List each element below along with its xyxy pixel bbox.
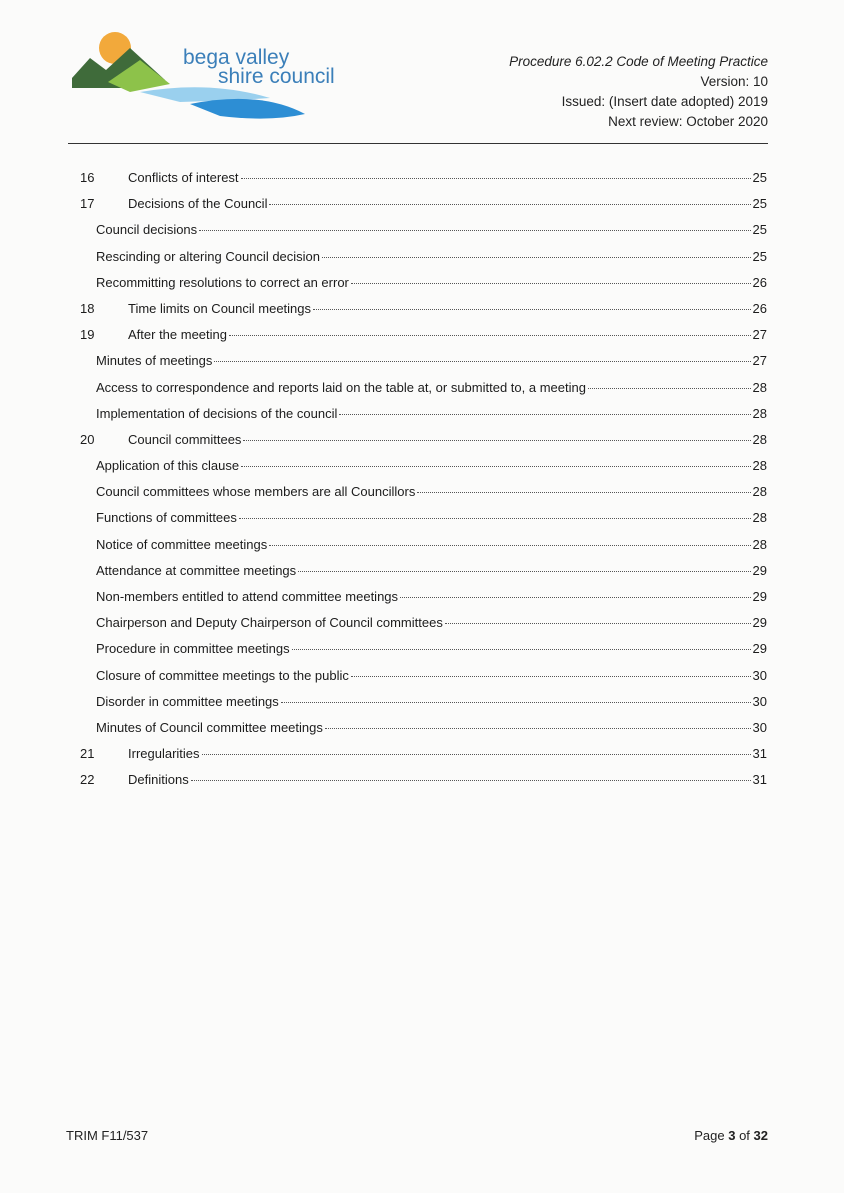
toc-dot-leader [239, 517, 751, 519]
toc-entry[interactable] [80, 636, 767, 662]
toc-entry-page: 28 [752, 510, 767, 526]
toc-entry-title: Minutes of meetings [96, 353, 213, 369]
toc-entry-number: 21 [80, 746, 95, 762]
toc-entry-page: 28 [752, 431, 767, 447]
toc-entry-page: 28 [752, 484, 767, 500]
toc-dot-leader [241, 465, 750, 467]
toc-entry-page: 29 [752, 589, 767, 604]
toc-entry-number: 19 [80, 327, 95, 343]
header-divider [68, 143, 768, 144]
toc-entry[interactable] [80, 610, 767, 636]
toc-entry-page: 29 [752, 615, 767, 631]
toc-entry-page: 30 [752, 693, 767, 709]
toc-entry-title: Rescinding or altering Council decision [96, 248, 321, 264]
toc-entry-title: Access to correspondence and reports laid on the table at, or submitted to, a meeting [96, 379, 586, 395]
toc-entry-page: 30 [752, 719, 767, 735]
toc-dot-leader [313, 308, 751, 310]
toc-entry-page: 26 [752, 274, 767, 290]
toc-entry-title: Definitions [128, 772, 189, 788]
logo-line2: shire council [218, 65, 335, 88]
toc-dot-leader [445, 622, 751, 624]
toc-entry[interactable] [80, 767, 767, 793]
toc-entry-title: Closure of committee meetings to the public [96, 667, 349, 683]
toc-entry-title: Non-members entitled to attend committee meetings [96, 589, 399, 604]
toc-entry-title: Disorder in committee meetings [96, 693, 279, 709]
toc-entry-number: 22 [80, 772, 95, 788]
toc-dot-leader [229, 334, 751, 336]
toc-entry-page: 25 [752, 170, 767, 185]
toc-entry-title: Time limits on Council meetings [128, 300, 312, 316]
toc-entry-title: Recommitting resolutions to correct an error [96, 274, 349, 290]
toc-entry-page: 31 [752, 772, 767, 788]
toc-dot-leader [351, 675, 751, 677]
toc-dot-leader [292, 648, 751, 650]
toc-entry-number: 17 [80, 196, 95, 212]
toc-dot-leader [269, 203, 750, 205]
toc-entry-page: 27 [752, 327, 767, 343]
toc-entry-title: Application of this clause [96, 458, 240, 474]
toc-dot-leader [351, 282, 751, 284]
logo-line1: bega valley [183, 46, 290, 69]
document-version: Version: 10 [700, 74, 768, 89]
toc-entry-title: Chairperson and Deputy Chairperson of Council committees [96, 615, 443, 631]
toc-entry-page: 28 [752, 536, 767, 552]
toc-entry-title: Decisions of the Council [128, 196, 268, 212]
toc-entry[interactable] [80, 270, 767, 296]
toc-entry-title: Council committees whose members are all Councillors [96, 484, 416, 500]
toc-entry[interactable] [80, 244, 767, 270]
table-of-contents [80, 165, 767, 794]
toc-entry-title: Irregularities [128, 746, 200, 762]
council-logo [70, 30, 360, 125]
toc-entry-page: 27 [752, 353, 767, 369]
toc-entry[interactable] [80, 165, 767, 191]
toc-entry[interactable] [80, 663, 767, 689]
toc-entry[interactable] [80, 375, 767, 401]
toc-entry[interactable] [80, 191, 767, 217]
toc-dot-leader [214, 360, 750, 362]
trim-reference: TRIM F11/537 [66, 1128, 149, 1143]
toc-dot-leader [298, 570, 750, 572]
toc-entry-title: Council decisions [96, 222, 198, 238]
toc-entry-title: Notice of committee meetings [96, 536, 268, 552]
toc-entry-title: Implementation of decisions of the council [96, 405, 338, 421]
toc-entry-page: 28 [752, 405, 767, 421]
toc-dot-leader [339, 413, 750, 415]
document-review: Next review: October 2020 [608, 114, 768, 129]
toc-dot-leader [281, 701, 751, 703]
toc-entry-page: 28 [752, 458, 767, 474]
toc-entry[interactable] [80, 689, 767, 715]
toc-dot-leader [400, 596, 751, 598]
toc-dot-leader [241, 177, 751, 179]
toc-entry[interactable] [80, 584, 767, 610]
toc-dot-leader [269, 544, 750, 546]
document-issued: Issued: (Insert date adopted) 2019 [561, 94, 768, 109]
toc-entry-title: Attendance at committee meetings [96, 562, 297, 578]
toc-entry-page: 25 [752, 222, 767, 238]
toc-dot-leader [191, 779, 751, 781]
document-title: Procedure 6.02.2 Code of Meeting Practice [509, 54, 768, 69]
toc-entry[interactable] [80, 453, 767, 479]
toc-entry-page: 25 [752, 248, 767, 264]
toc-dot-leader [322, 256, 751, 258]
toc-entry[interactable] [80, 296, 767, 322]
toc-dot-leader [588, 387, 751, 389]
toc-entry[interactable] [80, 348, 767, 374]
toc-entry-page: 30 [752, 667, 767, 683]
toc-entry[interactable] [80, 715, 767, 741]
toc-entry-title: Minutes of Council committee meetings [96, 719, 323, 735]
toc-entry-page: 26 [752, 300, 767, 316]
toc-dot-leader [199, 229, 750, 231]
toc-entry[interactable] [80, 401, 767, 427]
toc-dot-leader [417, 491, 750, 493]
toc-entry[interactable] [80, 505, 767, 531]
toc-entry-number: 18 [80, 300, 95, 316]
toc-entry-title: Procedure in committee meetings [96, 641, 290, 657]
toc-entry-number: 20 [80, 431, 95, 447]
page-number: Page 3 of 32 [694, 1128, 768, 1143]
toc-entry[interactable] [80, 217, 767, 243]
toc-entry[interactable] [80, 558, 767, 584]
toc-entry[interactable] [80, 741, 767, 767]
toc-entry-title: After the meeting [128, 327, 227, 343]
toc-entry-page: 25 [752, 196, 767, 212]
document-header [509, 52, 768, 132]
toc-entry-page: 29 [752, 562, 767, 578]
toc-entry-title: Conflicts of interest [128, 170, 239, 185]
toc-entry-number: 16 [80, 170, 95, 185]
toc-dot-leader [243, 439, 750, 441]
toc-entry[interactable] [80, 479, 767, 505]
toc-entry-page: 31 [752, 746, 767, 762]
toc-entry-title: Council committees [128, 431, 242, 447]
toc-entry[interactable] [80, 427, 767, 453]
toc-entry-title: Functions of committees [96, 510, 237, 526]
toc-dot-leader [202, 753, 751, 755]
toc-entry-page: 28 [752, 379, 767, 395]
toc-entry-page: 29 [752, 641, 767, 657]
toc-dot-leader [325, 727, 751, 729]
toc-entry[interactable] [80, 322, 767, 348]
toc-entry[interactable] [80, 532, 767, 558]
